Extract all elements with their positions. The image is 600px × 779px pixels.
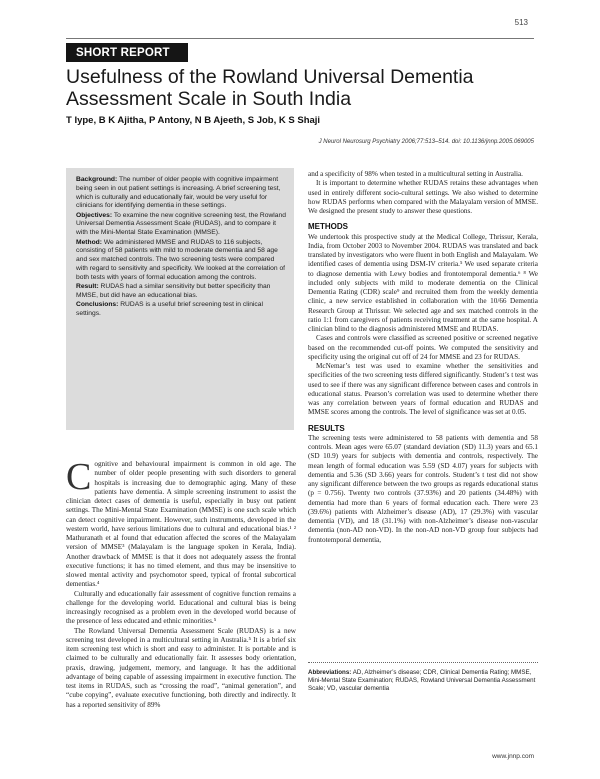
abstract-box [66,168,294,430]
abstract-result [76,283,286,301]
article-title: Usefulness of the Rowland Universal Dementia Assessment Scale in South India [66,66,474,110]
col2-paragraph-1: and a specificity of 98% when tested in a multicultural setting in Australia. [308,170,523,178]
body-column-right [308,170,538,545]
abstract-conclusions [76,301,286,319]
citation-line: J Neurol Neurosurg Psychiatry 2006;77:513–514. doi: 10.1136/jnnp.2005.069005 [318,139,534,145]
intro-paragraph-3: The Rowland Universal Dementia Assessment Scale (RUDAS) is a new screening test developed in a multicultural setting in Australia.⁵ It is a brief six item screening test which is short and easy to administer. It is portable and is claimed to be culturally and educationally fair. It assesses body orientation, praxis, drawing, judgement, memory, and language. It has the additional advantage of being capable of assessing impairment in executive function. The test items in RUDAS, such as “crossing the road”, “animal generation”, and “cube copying”, evaluate executive functioning, both directly and indirectly. It has a reported sensitivity of 89% [66,626,296,709]
abbreviations-divider [308,662,538,663]
section-tag: SHORT REPORT [66,43,188,62]
intro-paragraph-2: Culturally and educationally fair assessment of cognitive function remains a challenge for the developing world. Educational and cultural bias is being increasingly recognised as a problem even in the developed world because of the presence of less educated and ethnic minorities.⁵ [66,589,296,626]
page-number: 513 [514,18,528,27]
results-heading: RESULTS [308,423,345,433]
abstract-background-label: Background: [76,176,118,183]
methods-paragraph-1: We undertook this prospective study at the Medical College, Thrissur, Kerala, India, from October 2003 to November 2004. RUDAS was translated and back translated by investigators who were fluent in both English and Malayalam. We identified cases of dementia using DSM-IV criteria.⁵ We used separate criteria to diagnose dementia with Lewy bodies and frontotemporal dementia.⁶ ⁸ We included only subjects with mild to moderate dementia on the Clinical Dementia Rating (CDR) scale⁹ and recruited them from the weekly dementia clinic, a new service established in collaboration with the 10/66 Dementia Research Group at Thrissur. We selected age and sex matched controls in the ratio 1:1 from caregivers of patients receiving treatment at the same hospital. A clinician blind to the diagnosis administered MMSE and RUDAS. [308,232,538,333]
header-rule [66,38,534,39]
body-column-left [66,456,296,710]
abbreviations-label: Abbreviations: [308,669,352,676]
abstract-method-label: Method: [76,238,102,246]
drop-cap: C [66,456,92,498]
abstract-objectives [76,212,286,238]
results-paragraph-1: The screening tests were administered to 58 patients with dementia and 58 controls. Mean ages were 65.07 (standard deviation (SD) 11.3) years and 65.1 (SD 10.9) years for subjects with dementia and controls, respectively. The mean length of formal education was 5.59 (SD 4.07) years for subjects with dementia and 5.36 (SD 3.66) years for controls. Student’s t test did not show any significant difference between the two groups as regards educational status (p = 0.756). Twenty two controls (37.93%) and 20 patients (34.48%) with dementia had more than 6 years of formal education each. There were 23 (39.6%) patients with Alzheimer’s disease (AD), 17 (29.3%) with vascular dementia (VD), and 18 (31.1%) with non-Alzheimer’s disease non-vascular dementia (non-AD non-VD). In the non-AD non-VD group four subjects had frontotemporal dementia, [308,433,538,544]
abstract-result-label: Result: [76,283,99,291]
abstract-background-text: The number of older people with cognitive impairment being seen in out patient settings is increasing. A brief screening test, which is culturally and educationally fair, would be very useful for clinicians for identifying dementia in these settings. [76,176,281,210]
abstract-objectives-label: Objectives: [76,211,113,219]
col2-paragraph-2: It is important to determine whether RUDAS retains these advantages when used in entirely different socio-cultural settings. We also wished to determine how RUDAS performs when compared with the Malayalam version of MMSE. We designed the present study to answer these questions. [308,179,538,215]
methods-heading: METHODS [308,222,348,232]
abbreviations-note [308,669,538,694]
abstract-result-text: RUDAS had a similar sensitivity but better specificity than MMSE, but did have an educational bias. [76,283,271,299]
intro-paragraph-1-text: ognitive and behavioural impairment is common in old age. The number of older people presenting with such disorders to general hospitals is increasing due to demographic aging. Many of these patients have dementia. A simple screening instrument to assist the clinician detect cases of dementia is useful, especially in busy out patient settings. The Mini-Mental State Examination (MMSE) is one such scale which can detect cognitive impairment. However, such instruments, developed in the western world, have serious limitations due to cultural and educational bias.¹ ² Mathuranath et al found that education affected the scores of the Malayalam version of MMSE³ (Malayalam is the language spoken in Kerala, India). Another drawback of MMSE is that it does not adequately assess the frontal executive functions; it has no timed element, and thus may be insensitive to slowed mental activity and psychomotor speed, typical of frontal subcortical dementias.⁴ [66,460,296,589]
abstract-background [76,176,286,211]
footer-url[interactable]: www.jnnp.com [492,753,534,760]
abbreviations-text: AD, Alzheimer’s disease; CDR, Clinical Dementia Rating; MMSE, Mini-Mental State Examination; RUDAS, Rowland Universal Dementia Assessment Scale; VD, vascular dementia [308,669,536,693]
abstract-method-text: We administered MMSE and RUDAS to 116 subjects, consisting of 58 patients with mild to moderate dementia and 58 age and sex matched controls. The two screening tests were compared with regard to sensitivity and specificity. We looked at the correlation of both tests with years of formal education among the controls. [76,238,286,281]
intro-paragraph-1 [66,456,296,590]
abstract-conclusions-label: Conclusions: [76,301,119,309]
abstract-method [76,239,286,283]
methods-paragraph-2: Cases and controls were classified as screened positive or screened negative based on the recommended cut-off points. We computed the sensitivity and specificity using the original cut off of 24 for MMSE and 23 for RUDAS. [308,334,538,361]
methods-paragraph-3: McNemar’s test was used to examine whether the sensitivities and specificities of the two screening tests differed significantly. Student’s t test was used to see if there was any significant difference between cases and controls in educational status. Pearson’s correlation was used to determine whether there was any correlation between years of formal education and RUDAS and MMSE scores among the controls. The level of significance was set at 0.05. [308,362,538,417]
abstract-conclusions-text: RUDAS is a useful brief screening test in clinical settings. [76,301,263,317]
author-list: T Iype, B K Ajitha, P Antony, N B Ajeeth, S Job, K S Shaji [66,115,321,126]
abstract-objectives-text: To examine the new cognitive screening test, the Rowland Universal Dementia Assessment Scale (RUDAS), and to compare it with the Mini-Mental State Examination (MMSE). [76,211,286,237]
